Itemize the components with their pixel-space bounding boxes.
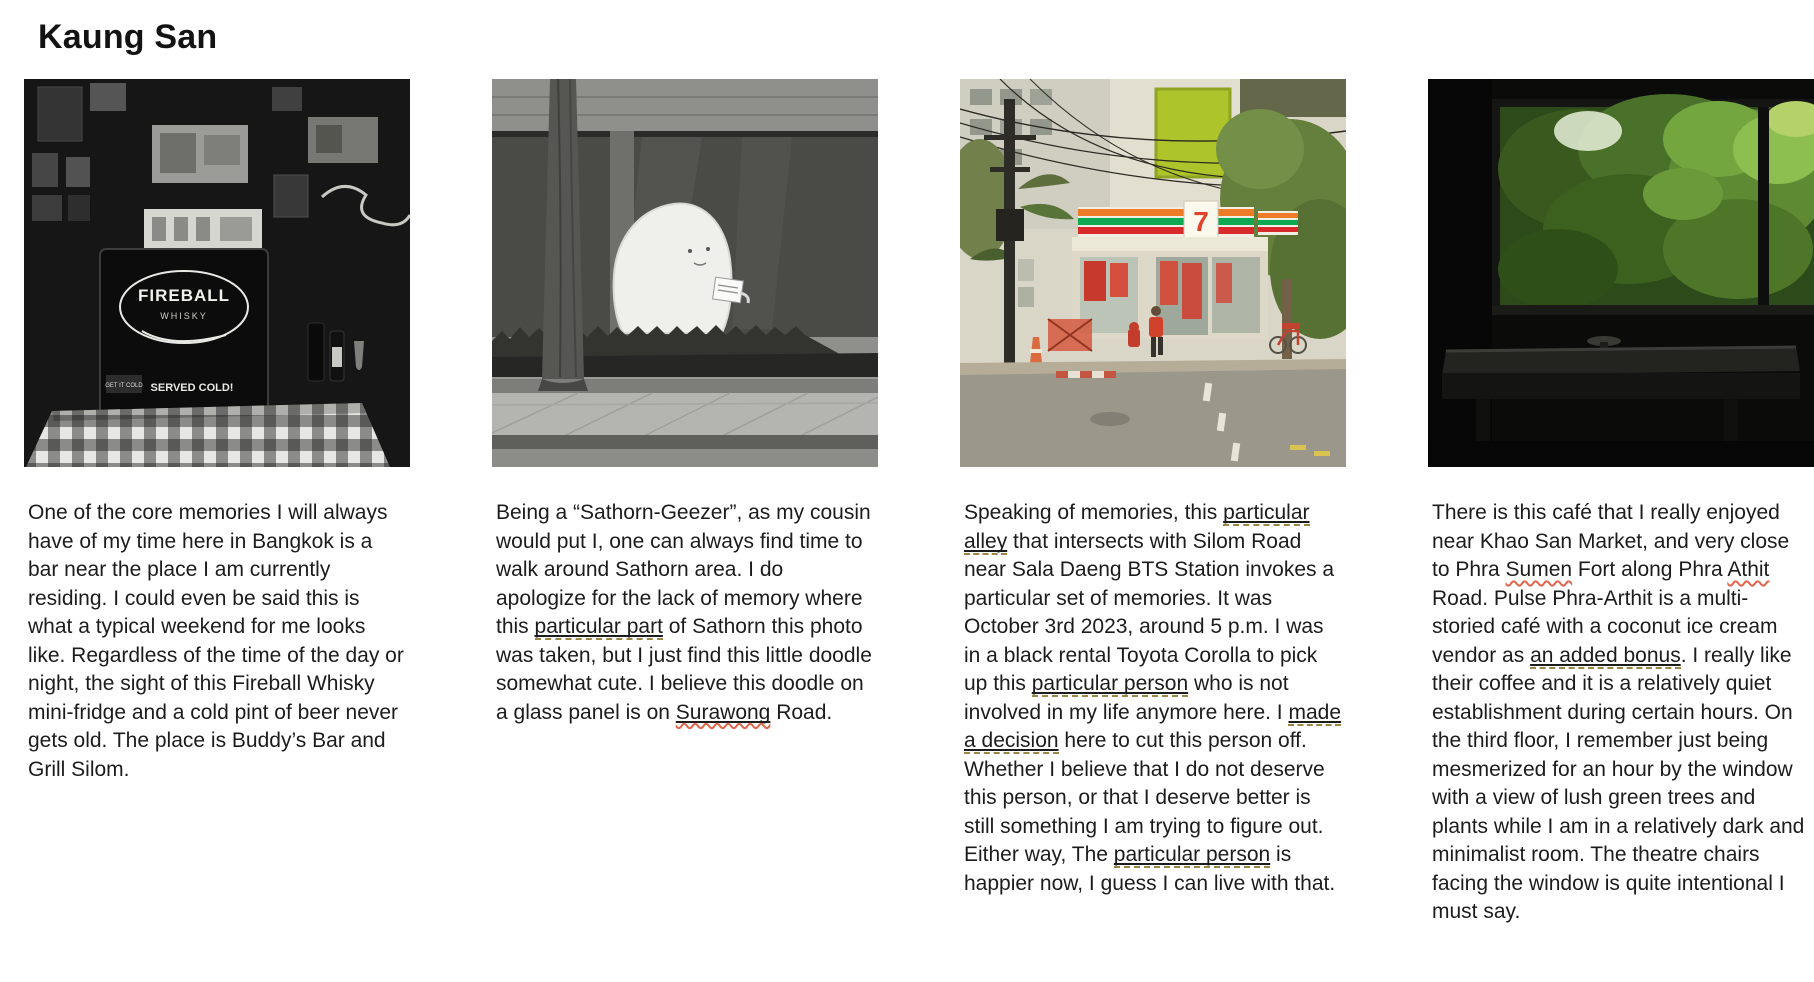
caption-paragraph: Speaking of memories, this particular alley that intersects with Silom Road near Sala Daeng BTS Station invokes a particular set of memories. It was October 3rd 2023, around 5 p.m. I was in a black rental Toyota Corolla to pick up this particular person who is not involved in my life anymore here. I made a decision here to cut this person off. Whether I believe that I do not deserve this person, or that I deserve better is still something I am trying to figure out. Either way, The particular person is happier now, I guess I can live with that. xyxy=(964,501,1342,895)
photo-cafe-window-illustration xyxy=(1428,79,1814,467)
photo-doodle-illustration xyxy=(492,79,878,467)
caption-paragraph: One of the core memories I will always have of my time here in Bangkok is a bar near the place I am currently residing. I could even be said this is what a typical weekend for me looks like. Regardless of the time of the day or night, the sight of this Fireball Whisky mini-fridge and a cold pint of beer never gets old. The place is Buddy’s Bar and Grill Silom. xyxy=(28,501,404,781)
editor-suggestion-underline[interactable]: particular alley xyxy=(964,501,1310,553)
column-sathorn-doodle xyxy=(492,79,878,927)
underlined-text xyxy=(1032,672,1188,697)
photo-7-eleven-alley[interactable] xyxy=(960,79,1346,467)
underlined-text xyxy=(1114,843,1270,868)
underlined-text xyxy=(535,615,663,640)
photo-essay-grid xyxy=(24,79,1814,927)
editor-suggestion-underline[interactable]: particular person xyxy=(1031,672,1189,695)
svg-text:WHISKY: WHISKY xyxy=(160,311,208,321)
underlined-text xyxy=(964,701,1341,755)
underlined-text xyxy=(676,701,771,724)
column-bar-fireball xyxy=(24,79,410,927)
svg-text:SERVED COLD!: SERVED COLD! xyxy=(150,382,234,394)
spellcheck-underline[interactable]: Athit xyxy=(1727,558,1770,581)
column-cafe-window xyxy=(1428,79,1814,927)
photo-bar-fireball-illustration xyxy=(24,79,410,467)
caption-paragraph: Being a “Sathorn-Geezer”, as my cousin would put I, one can always find time to walk around Sathorn area. I do apologize for the lack of memory where this particular part of Sathorn this photo was taken, but I just find this little doodle somewhat cute. I believe this doodle on a glass panel is on Surawong Road. xyxy=(496,501,872,724)
editor-suggestion-underline[interactable]: made a decision xyxy=(964,700,1342,752)
svg-text:FIREBALL: FIREBALL xyxy=(137,286,231,305)
photo-7-eleven-illustration xyxy=(960,79,1346,467)
editor-suggestion-underline[interactable]: particular part xyxy=(534,615,663,638)
photo-cafe-window-bench[interactable] xyxy=(1428,79,1814,467)
editor-suggestion-underline[interactable]: an added bonus xyxy=(1530,643,1681,667)
underlined-text xyxy=(1530,644,1681,669)
column-silom-alley xyxy=(960,79,1346,927)
spellcheck-underline[interactable]: Surawong xyxy=(675,700,771,724)
caption-paragraph: There is this café that I really enjoyed near Khao San Market, and very close to Phra Sumen Fort along Phra Athit Road. Pulse Phra-Arthit is a multi-storied café with a coconut ice cream vendor as an added bonus. I really like their coffee and it is a relatively quiet establishment during certain hours. On the third floor, I remember just being mesmerized for an hour by the window with a view of lush green trees and plants while I am in a relatively dark and minimalist room. The theatre chairs facing the window is quite intentional I must say. xyxy=(1432,501,1805,923)
svg-text:GET IT COLD: GET IT COLD xyxy=(105,383,143,389)
photo-glass-panel-doodle[interactable] xyxy=(492,79,878,467)
spellcheck-underline[interactable]: Sumen xyxy=(1505,558,1573,581)
photo-bar-fireball-fridge[interactable] xyxy=(24,79,410,467)
editor-suggestion-underline[interactable]: particular person xyxy=(1113,843,1271,866)
underlined-text xyxy=(964,501,1310,555)
svg-text:7: 7 xyxy=(1193,206,1209,237)
page-title: Kaung San xyxy=(38,18,218,56)
